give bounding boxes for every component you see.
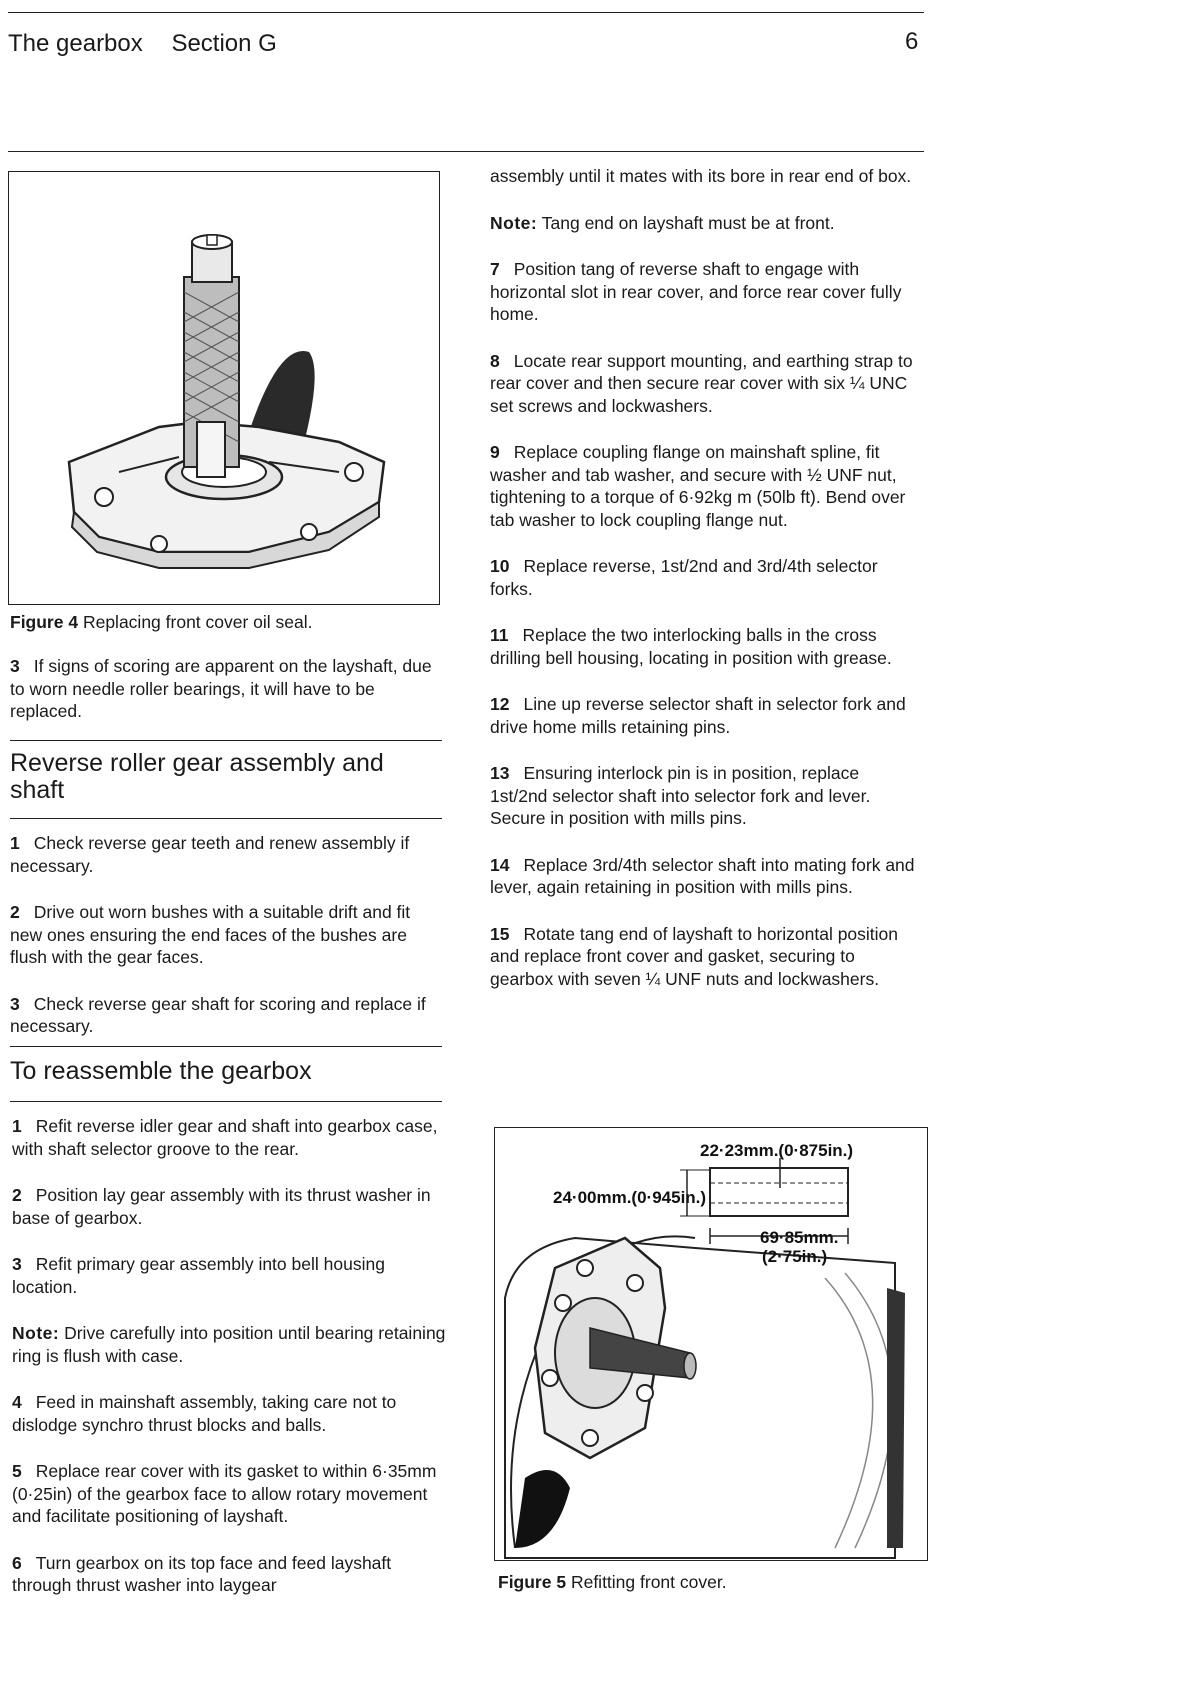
step-9: 9 Replace coupling flange on mainshaft spline, fit washer and tab washer, and secure with ½ UNF nut, tightening to a torque of 6·92kg m (50lb ft). Bend over tab washer to lock coupling flange nut. bbox=[490, 442, 906, 530]
reassemble-step-1: 1 Refit reverse idler gear and shaft into gearbox case, with shaft selector groove to the rear. bbox=[12, 1116, 438, 1159]
bolt bbox=[627, 1275, 643, 1291]
step-14: 14 Replace 3rd/4th selector shaft into mating fork and lever, again retaining in position with mills pins. bbox=[490, 854, 915, 897]
right-note: Note: Tang end on layshaft must be at front. bbox=[490, 212, 835, 233]
continued-text: assembly until it mates with its bore in rear end of box. bbox=[490, 166, 912, 186]
step-13: 13 Ensuring interlock pin is in position, replace 1st/2nd selector shaft into selector fork and lever. Secure in position with mills pins. bbox=[490, 763, 871, 828]
section-rule bbox=[10, 1046, 442, 1047]
header-rule bbox=[8, 151, 924, 152]
figure-5 bbox=[494, 1127, 928, 1561]
reassemble-step-5: 5 Replace rear cover with its gasket to within 6·35mm (0·25in) of the gearbox face to allow rotary movement and facilitate positioning of layshaft. bbox=[12, 1461, 437, 1526]
reassemble-note: Note: Drive carefully into position until bearing retaining ring is flush with case. bbox=[12, 1323, 446, 1366]
dim-diameter-1: 22·23mm.(0·875in.) bbox=[700, 1141, 854, 1160]
right-column bbox=[490, 165, 920, 1014]
step-7: 7 Position tang of reverse shaft to engage with horizontal slot in rear cover, and force rear cover fully home. bbox=[490, 259, 902, 324]
section-label: Section G bbox=[171, 30, 277, 57]
step-11: 11 Replace the two interlocking balls in the cross drilling bell housing, locating in position with grease. bbox=[490, 625, 892, 668]
bolt bbox=[542, 1370, 558, 1386]
dim-diameter-2: 24·00mm.(0·945in.) bbox=[553, 1188, 707, 1207]
bolt bbox=[577, 1260, 593, 1276]
figure-4-label: Figure 4 bbox=[10, 612, 79, 632]
figure-5-illustration bbox=[495, 1128, 927, 1560]
bolt-hole bbox=[345, 463, 363, 481]
section-rule bbox=[10, 740, 442, 741]
reassemble-step-2: 2 Position lay gear assembly with its thrust washer in base of gearbox. bbox=[12, 1185, 431, 1228]
figure-4 bbox=[8, 171, 440, 605]
top-rule bbox=[8, 12, 924, 13]
step-15: 15 Rotate tang end of layshaft to horizontal position and replace front cover and gasket, securing to gearbox with seven ¼ UNF nuts and lockwashers. bbox=[490, 923, 899, 989]
dim-length-in: (2·75in.) bbox=[762, 1247, 828, 1266]
step-10: 10 Replace reverse, 1st/2nd and 3rd/4th selector forks. bbox=[490, 556, 878, 599]
figure-5-label: Figure 5 bbox=[498, 1572, 567, 1592]
page-number: 6 bbox=[905, 28, 919, 55]
chapter-title: The gearbox bbox=[8, 30, 143, 57]
bolt-hole bbox=[151, 536, 167, 552]
reverse-steps bbox=[10, 832, 438, 1062]
reassemble-step-4: 4 Feed in mainshaft assembly, taking care not to dislodge synchro thrust blocks and balls. bbox=[12, 1392, 397, 1435]
figure-4-caption bbox=[10, 612, 313, 633]
reverse-step-2: 2 Drive out worn bushes with a suitable drift and fit new ones ensuring the end faces of the bushes are flush with the gear faces. bbox=[10, 902, 411, 967]
figure-4-illustration bbox=[9, 172, 439, 604]
step-8: 8 Locate rear support mounting, and earthing strap to rear cover and then secure rear cover with six ¼ UNC set screws and lockwashers. bbox=[490, 350, 913, 416]
reassemble-steps bbox=[12, 1115, 452, 1621]
bolt-hole bbox=[95, 488, 113, 506]
figure-5-caption bbox=[498, 1572, 727, 1593]
reassemble-step-6: 6 Turn gearbox on its top face and feed layshaft through thrust washer into laygear bbox=[12, 1552, 392, 1595]
section-rule bbox=[10, 1101, 442, 1102]
heading-reassemble: To reassemble the gearbox bbox=[10, 1057, 312, 1085]
reverse-step-1: 1 Check reverse gear teeth and renew assembly if necessary. bbox=[10, 833, 410, 876]
bolt-hole bbox=[301, 524, 317, 540]
dim-length-mm: 69·85mm. bbox=[760, 1228, 839, 1247]
figure-4-caption-text: Replacing front cover oil seal. bbox=[82, 612, 313, 632]
heading-reverse-roller: Reverse roller gear assembly and shaft bbox=[10, 749, 384, 804]
figure-5-caption-text: Refitting front cover. bbox=[570, 1572, 727, 1592]
bolt bbox=[637, 1385, 653, 1401]
bolt bbox=[555, 1295, 571, 1311]
reverse-step-3: 3 Check reverse gear shaft for scoring and replace if necessary. bbox=[10, 993, 426, 1036]
reassemble-step-3: 3 Refit primary gear assembly into bell housing location. bbox=[12, 1254, 385, 1297]
page-title bbox=[8, 30, 277, 58]
step-12: 12 Line up reverse selector shaft in selector fork and drive home mills retaining pins. bbox=[490, 694, 906, 737]
bolt bbox=[582, 1430, 598, 1446]
left-para-3: 3 If signs of scoring are apparent on the layshaft, due to worn needle roller bearings, it will have to be replaced. bbox=[10, 656, 432, 721]
section-rule bbox=[10, 818, 442, 819]
